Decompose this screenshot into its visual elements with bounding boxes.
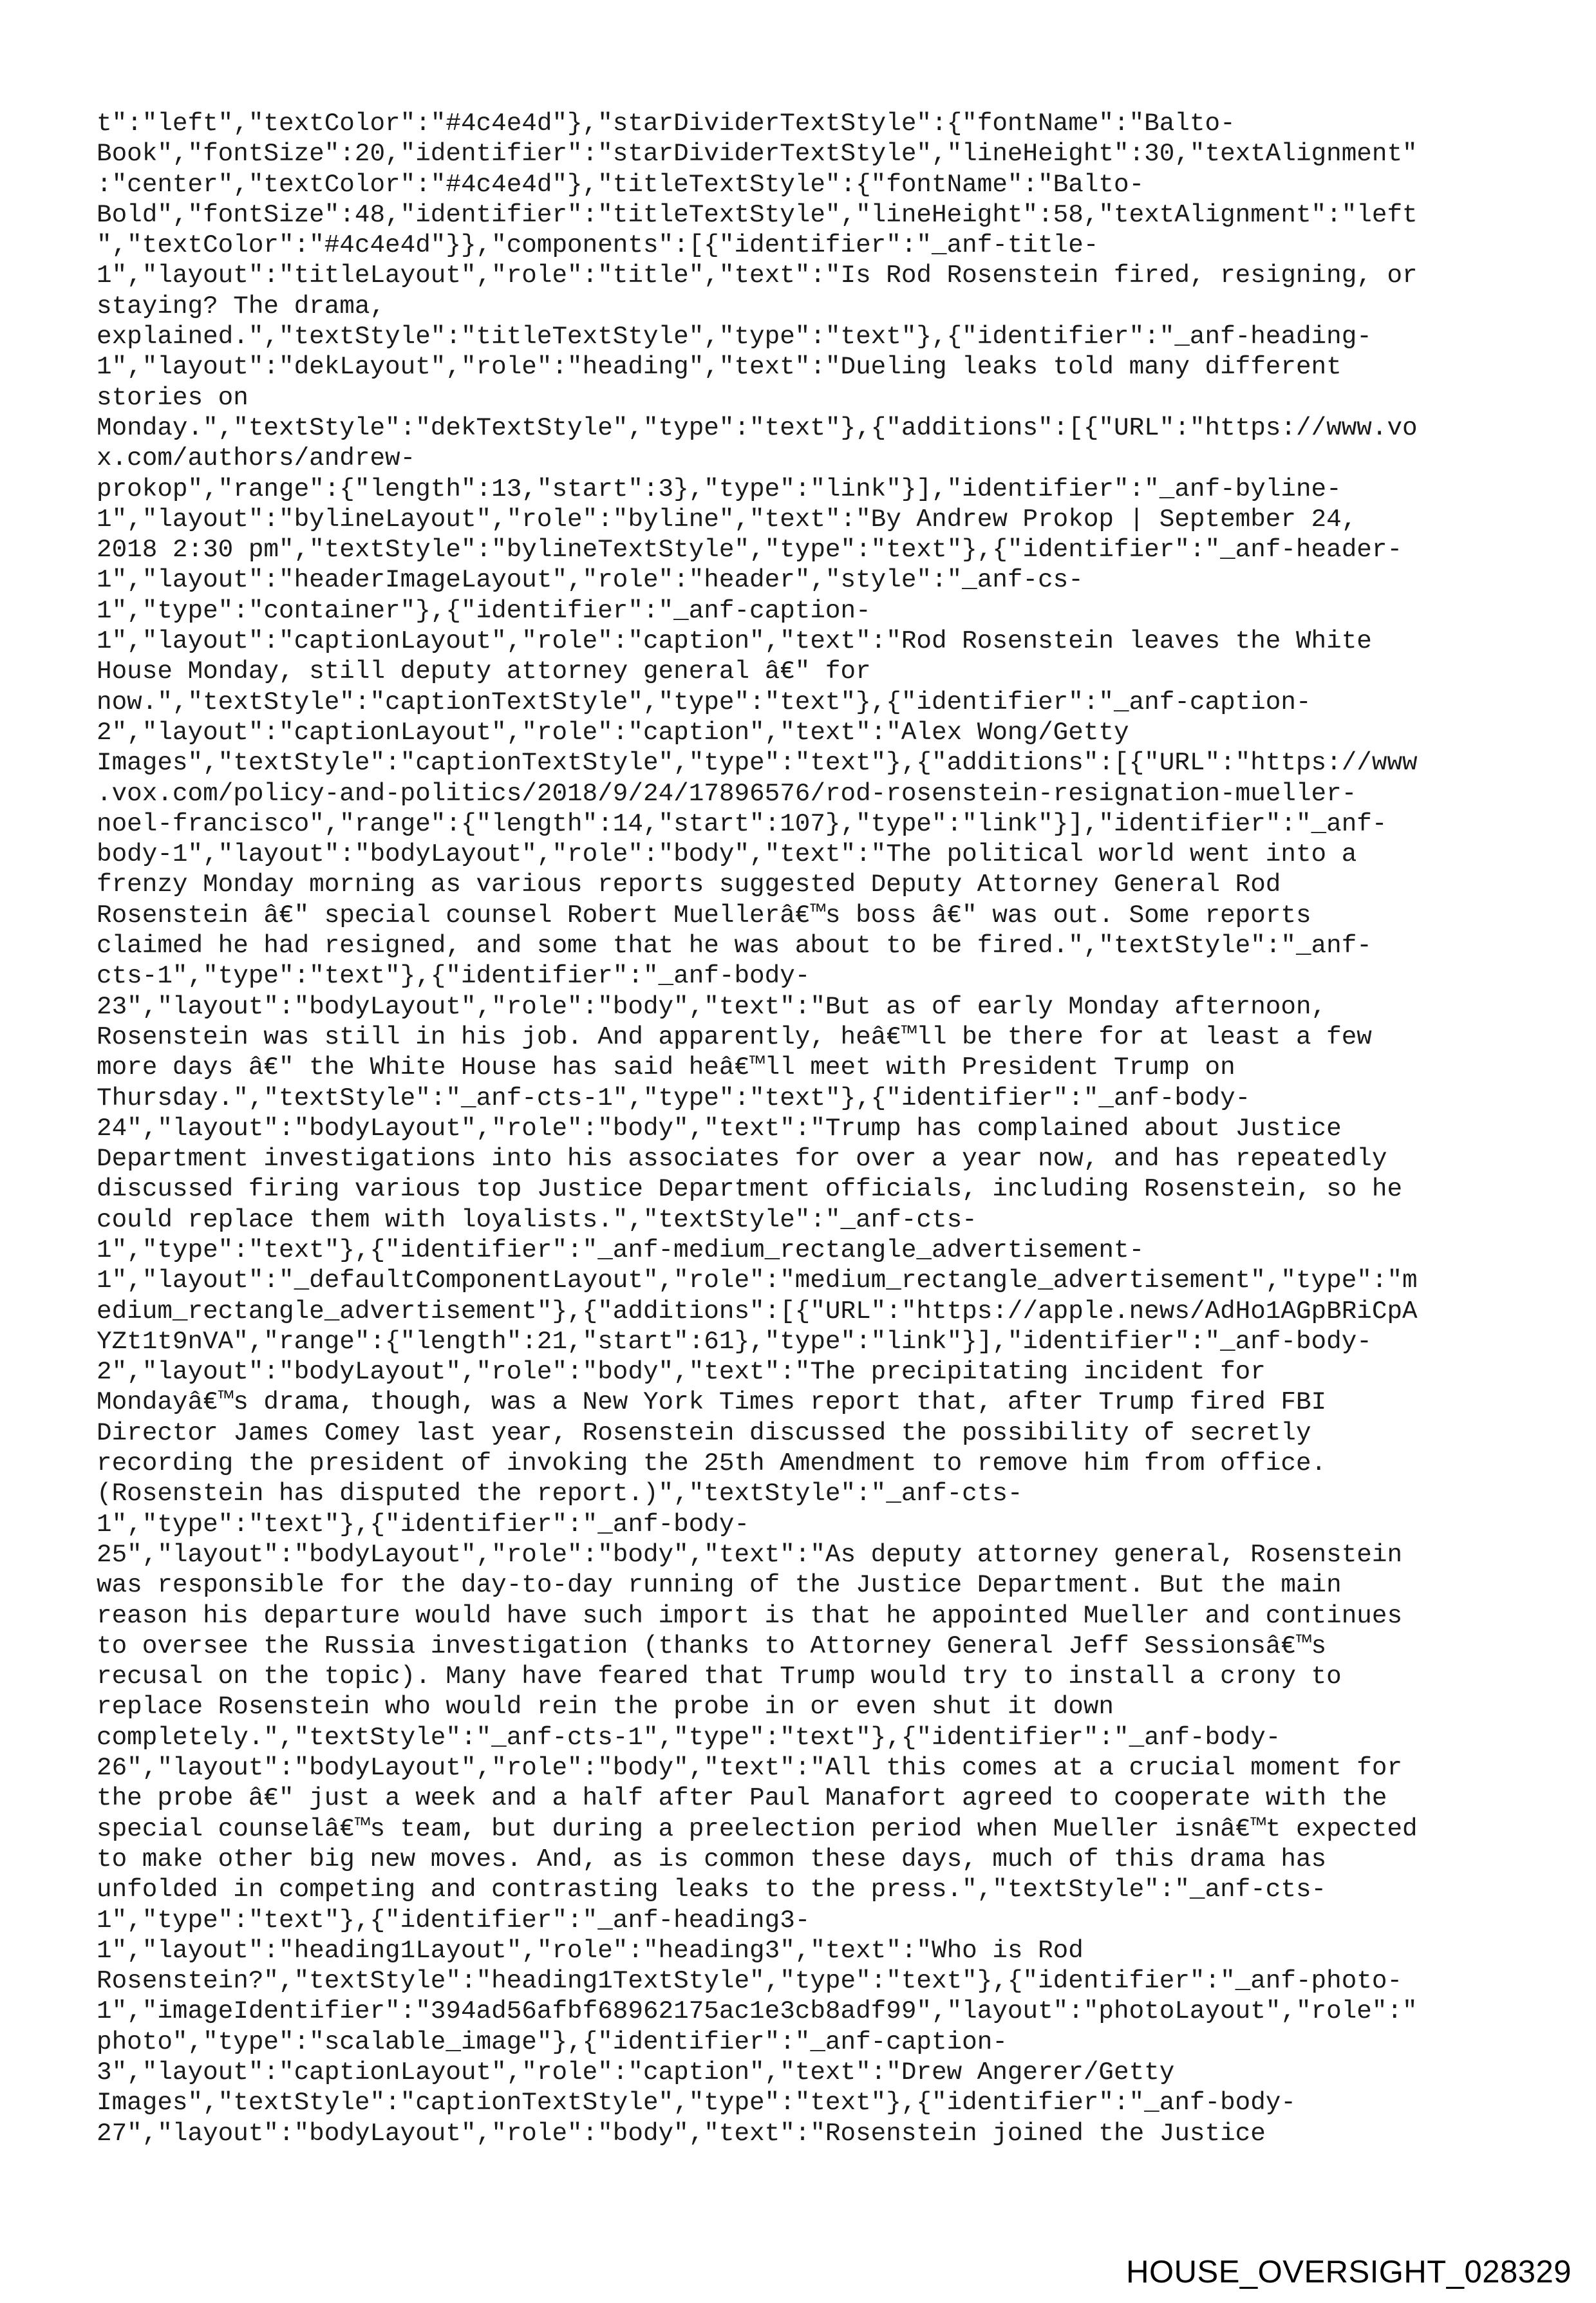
text-line: Rosenstein was still in his job. And apparently, heâ€™ll be there for at least a few	[97, 1022, 1372, 1051]
text-line: 1","layout":"captionLayout","role":"caption","text":"Rod Rosenstein leaves the White	[97, 626, 1372, 656]
text-line: claimed he had resigned, and some that he was about to be fired.","textStyle":"_anf-	[97, 931, 1372, 961]
text-line: Images","textStyle":"captionTextStyle","type":"text"},{"identifier":"_anf-body-	[97, 2088, 1296, 2118]
text-line: now.","textStyle":"captionTextStyle","type":"text"},{"identifier":"_anf-caption-	[97, 687, 1311, 717]
text-line: 2","layout":"bodyLayout","role":"body","text":"The precipitating incident for	[97, 1357, 1266, 1387]
text-line: more days â€" the White House has said heâ€™ll meet with President Trump on	[97, 1053, 1235, 1082]
text-line: staying? The drama,	[97, 291, 386, 321]
text-line: Images","textStyle":"captionTextStyle","type":"text"},{"additions":[{"URL":"https://www	[97, 748, 1418, 778]
text-line: 1","type":"text"},{"identifier":"_anf-heading3-	[97, 1905, 811, 1935]
text-line: photo","type":"scalable_image"},{"identifier":"_anf-caption-	[97, 2027, 1008, 2056]
text-line: to make other big new moves. And, as is common these days, much of this drama has	[97, 1844, 1327, 1874]
text-line: 1","type":"text"},{"identifier":"_anf-body-	[97, 1509, 750, 1539]
text-line: (Rosenstein has disputed the report.)","textStyle":"_anf-cts-	[97, 1479, 1023, 1509]
text-line: edium_rectangle_advertisement"},{"additions":[{"URL":"https://apple.news/AdHo1AGpBRiCpA	[97, 1296, 1418, 1326]
text-line: Monday.","textStyle":"dekTextStyle","type":"text"},{"additions":[{"URL":"https://www.vo	[97, 413, 1418, 442]
text-line: :"center","textColor":"#4c4e4d"},"titleTextStyle":{"fontName":"Balto-	[97, 169, 1145, 199]
text-line: 24","layout":"bodyLayout","role":"body","text":"Trump has complained about Justice	[97, 1113, 1342, 1143]
text-line: 25","layout":"bodyLayout","role":"body","text":"As deputy attorney general, Rosenstein	[97, 1539, 1403, 1569]
text-line: x.com/authors/andrew-	[97, 444, 416, 473]
text-line: could replace them with loyalists.","textStyle":"_anf-cts-	[97, 1205, 977, 1234]
text-line: 23","layout":"bodyLayout","role":"body","text":"But as of early Monday afternoon,	[97, 992, 1327, 1021]
text-line: Mondayâ€™s drama, though, was a New York Times report that, after Trump fired FBI	[97, 1387, 1327, 1417]
text-line: Department investigations into his associates for over a year now, and has repeatedly	[97, 1144, 1387, 1174]
text-line: cts-1","type":"text"},{"identifier":"_anf-body-	[97, 961, 811, 991]
text-line: 3","layout":"captionLayout","role":"caption","text":"Drew Angerer/Getty	[97, 2058, 1175, 2087]
text-line: body-1","layout":"bodyLayout","role":"body","text":"The political world went into a	[97, 840, 1357, 869]
text-line: 1","imageIdentifier":"394ad56afbf68962175ac1e3cb8adf99","layout":"photoLayout","role":"	[97, 1997, 1418, 2026]
text-line: recording the president of invoking the 25th Amendment to remove him from office.	[97, 1449, 1327, 1478]
text-line: was responsible for the day-to-day running of the Justice Department. But the main	[97, 1570, 1342, 1600]
text-line: special counselâ€™s team, but during a preelection period when Mueller isnâ€™t expected	[97, 1814, 1418, 1843]
text-line: 1","layout":"heading1Layout","role":"heading3","text":"Who is Rod	[97, 1935, 1084, 1965]
text-line: Book","fontSize":20,"identifier":"starDividerTextStyle","lineHeight":30,"textAlignment"	[97, 139, 1418, 169]
text-line: stories on	[97, 382, 249, 412]
text-line: 1","layout":"_defaultComponentLayout","role":"medium_rectangle_advertisement","type":"m	[97, 1266, 1418, 1295]
text-line: discussed firing various top Justice Department officials, including Rosenstein, so he	[97, 1174, 1403, 1204]
text-line: 27","layout":"bodyLayout","role":"body","text":"Rosenstein joined the Justice	[97, 2118, 1266, 2148]
bates-stamp: HOUSE_OVERSIGHT_028329	[1126, 2255, 1572, 2289]
text-line: YZt1t9nVA","range":{"length":21,"start":61},"type":"link"}],"identifier":"_anf-body-	[97, 1326, 1372, 1356]
text-line: House Monday, still deputy attorney general â€" for	[97, 657, 871, 686]
text-line: Director James Comey last year, Rosenstein discussed the possibility of secretly	[97, 1418, 1311, 1447]
text-line: recusal on the topic). Many have feared that Trump would try to install a crony to	[97, 1662, 1342, 1691]
text-line: completely.","textStyle":"_anf-cts-1","type":"text"},{"identifier":"_anf-body-	[97, 1722, 1281, 1752]
text-line: Bold","fontSize":48,"identifier":"titleTextStyle","lineHeight":58,"textAlignment":"left	[97, 200, 1418, 229]
document-text-block	[97, 108, 1513, 2148]
text-line: to oversee the Russia investigation (thanks to Attorney General Jeff Sessionsâ€™s	[97, 1631, 1327, 1660]
text-line: reason his departure would have such import is that he appointed Mueller and continues	[97, 1601, 1403, 1630]
text-line: Rosenstein â€" special counsel Robert Muellerâ€™s boss â€" was out. Some reports	[97, 900, 1311, 930]
text-line: 1","layout":"headerImageLayout","role":"header","style":"_anf-cs-	[97, 565, 1084, 595]
text-line: Rosenstein?","textStyle":"heading1TextStyle","type":"text"},{"identifier":"_anf-photo-	[97, 1966, 1403, 1996]
text-line: noel-francisco","range":{"length":14,"start":107},"type":"link"}],"identifier":"_anf-	[97, 809, 1387, 838]
text-line: 26","layout":"bodyLayout","role":"body","text":"All this comes at a crucial moment for	[97, 1753, 1403, 1783]
text-line: unfolded in competing and contrasting leaks to the press.","textStyle":"_anf-cts-	[97, 1875, 1327, 1904]
text-line: replace Rosenstein who would rein the probe in or even shut it down	[97, 1692, 1114, 1722]
text-line: .vox.com/policy-and-politics/2018/9/24/17896576/rod-rosenstein-resignation-mueller-	[97, 778, 1357, 808]
text-line: 1","type":"text"},{"identifier":"_anf-medium_rectangle_advertisement-	[97, 1235, 1145, 1264]
text-line: t":"left","textColor":"#4c4e4d"},"starDividerTextStyle":{"fontName":"Balto-	[97, 109, 1235, 138]
text-line: explained.","textStyle":"titleTextStyle","type":"text"},{"identifier":"_anf-heading-	[97, 322, 1372, 352]
text-line: Thursday.","textStyle":"_anf-cts-1","type":"text"},{"identifier":"_anf-body-	[97, 1083, 1251, 1113]
text-line: 2018 2:30 pm","textStyle":"bylineTextStyle","type":"text"},{"identifier":"_anf-header-	[97, 535, 1403, 565]
text-line: 1","layout":"bylineLayout","role":"byline","text":"By Andrew Prokop | September 24,	[97, 504, 1357, 534]
text-line: the probe â€" just a week and a half after Paul Manafort agreed to cooperate with the	[97, 1783, 1387, 1813]
text-line: 1","layout":"titleLayout","role":"title","text":"Is Rod Rosenstein fired, resigning, or	[97, 261, 1418, 290]
text-line: 1","type":"container"},{"identifier":"_anf-caption-	[97, 596, 871, 625]
text-line: 1","layout":"dekLayout","role":"heading","text":"Dueling leaks told many different	[97, 352, 1342, 382]
text-line: prokop","range":{"length":13,"start":3},"type":"link"}],"identifier":"_anf-byline-	[97, 474, 1342, 503]
text-line: frenzy Monday morning as various reports suggested Deputy Attorney General Rod	[97, 870, 1281, 899]
text-line: 2","layout":"captionLayout","role":"caption","text":"Alex Wong/Getty	[97, 717, 1129, 747]
text-line: ","textColor":"#4c4e4d"}},"components":[{"identifier":"_anf-title-	[97, 230, 1099, 260]
